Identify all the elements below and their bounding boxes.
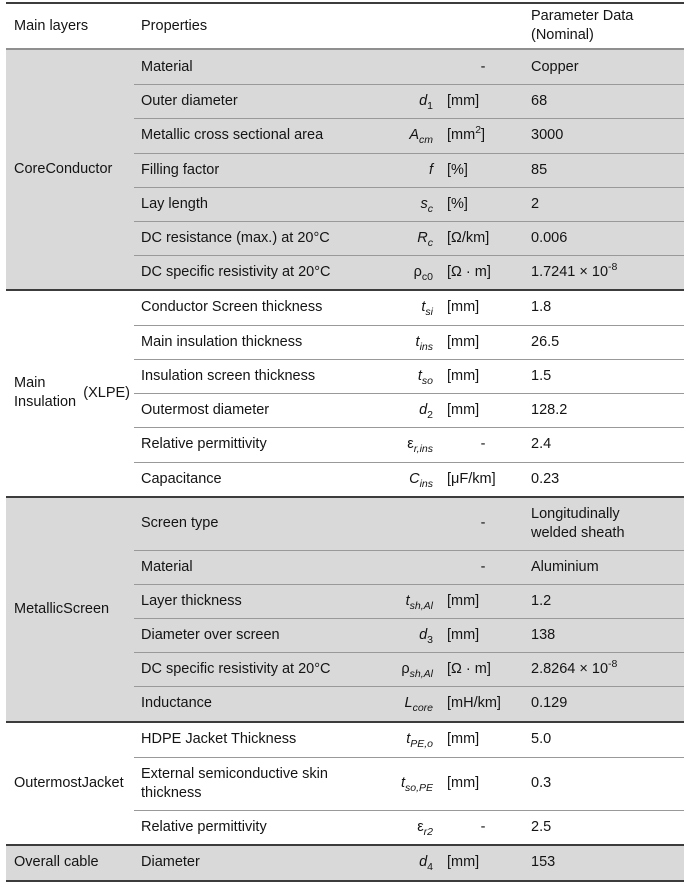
property-label: Diameter — [141, 854, 200, 871]
symbol-label: $d_1$ — [419, 93, 433, 113]
unit-label: [mm] — [447, 593, 480, 609]
value-label: $2.8264 \times 10^{-8}$ — [531, 658, 618, 678]
table-row — [134, 427, 684, 461]
value-label: 0.3 — [531, 775, 552, 792]
header-main-layers: Main layers — [14, 17, 89, 34]
layer-label: Main Insulation (XLPE) — [14, 375, 130, 411]
property-label: Inductance — [141, 695, 212, 712]
property-label: Screen type — [141, 515, 219, 532]
table-row — [134, 618, 684, 652]
value-label: 1.8 — [531, 299, 552, 316]
table-row — [134, 359, 684, 393]
symbol-label: $t_{PE,o}$ — [406, 730, 433, 750]
property-label: Filling factor — [141, 161, 220, 178]
unit-label: [μF/km] — [447, 470, 496, 487]
table-body — [6, 50, 684, 880]
property-label: Relative permittivity — [141, 818, 267, 835]
value-label: 138 — [531, 627, 556, 644]
unit-label: [mm] — [447, 775, 480, 792]
unit-label: [mm] — [447, 368, 480, 385]
table-row — [134, 221, 684, 255]
table-row — [134, 393, 684, 427]
property-label: Metallic cross sectional area — [141, 127, 324, 144]
property-label: DC specific resistivity at 20°C — [141, 661, 331, 678]
unit-label: [mm] — [447, 627, 480, 644]
symbol-label: $L_{core}$ — [404, 695, 433, 715]
table-header — [6, 2, 684, 50]
value-label: 0.006 — [531, 229, 568, 246]
value-label: Aluminium — [531, 558, 599, 575]
layer-label: Overall cable — [14, 854, 99, 871]
symbol-label: $\rho_{c0}$ — [413, 263, 433, 283]
property-label: Outermost diameter — [141, 402, 270, 419]
value-label: Longitudinally welded sheath — [531, 505, 625, 541]
symbol-label: $d_2$ — [419, 402, 433, 422]
value-label: 2 — [531, 195, 540, 212]
table-row — [134, 846, 684, 880]
section-metallic-screen — [6, 496, 684, 721]
unit-label: - — [480, 436, 486, 453]
unit-label: [mm] — [447, 730, 480, 747]
value-label: 0.129 — [531, 695, 568, 712]
value-label: 3000 — [531, 127, 564, 144]
symbol-label: $t_{so,PE}$ — [400, 775, 433, 794]
property-label: Lay length — [141, 195, 208, 212]
symbol-label: $t_{so}$ — [417, 368, 433, 388]
value-label: 2.4 — [531, 436, 552, 453]
symbol-label: f — [428, 161, 433, 178]
symbol-label: $C_{ins}$ — [409, 470, 433, 490]
symbol-label: $d_3$ — [419, 627, 433, 647]
property-label: External semiconductive skin thickness — [141, 765, 328, 801]
header-properties: Properties — [141, 17, 208, 34]
symbol-label: $A_{cm}$ — [409, 127, 433, 147]
property-label: Outer diameter — [141, 93, 238, 110]
table-row — [134, 550, 684, 584]
value-label: 85 — [531, 161, 548, 178]
layer-label: Core Conductor — [14, 161, 113, 178]
section-rows — [134, 846, 684, 880]
value-label: $1.7241 \times 10^{-8}$ — [531, 261, 618, 280]
unit-label: [mm] — [447, 334, 480, 350]
section-rows — [134, 498, 684, 721]
unit-label: [Ω · m] — [447, 263, 491, 280]
cable-parameters-table — [6, 2, 684, 882]
header-parameter-data: Parameter Data (Nominal) — [531, 8, 634, 44]
property-label: Relative permittivity — [141, 436, 267, 453]
value-label: 153 — [531, 854, 556, 871]
unit-label: [mH/km] — [447, 695, 501, 712]
value-label: Copper — [531, 58, 579, 75]
property-label: Main insulation thickness — [141, 334, 303, 350]
value-label: 1.5 — [531, 368, 552, 385]
property-label: Insulation screen thickness — [141, 368, 316, 385]
value-label: 5.0 — [531, 730, 552, 747]
value-label: 2.5 — [531, 818, 552, 835]
table-row — [134, 757, 684, 810]
section-rows — [134, 723, 684, 844]
property-label: Capacitance — [141, 470, 222, 487]
property-label: DC specific resistivity at 20°C — [141, 263, 331, 280]
table-row — [134, 118, 684, 152]
table-row — [134, 187, 684, 221]
table-row — [134, 723, 684, 757]
symbol-label: $t_{ins}$ — [415, 334, 433, 353]
table-row — [134, 325, 684, 359]
property-label: Material — [141, 58, 193, 75]
unit-label: [mm] — [447, 854, 480, 871]
unit-label: - — [480, 558, 486, 575]
table-row — [134, 652, 684, 686]
value-label: 26.5 — [531, 334, 560, 350]
section-outermost-jacket — [6, 721, 684, 844]
layer-label: Metallic Screen — [14, 600, 110, 617]
unit-label: [Ω/km] — [447, 229, 490, 246]
symbol-label: $t_{sh,Al}$ — [405, 593, 433, 612]
table-row — [134, 84, 684, 118]
symbol-label: $s_c$ — [420, 195, 433, 215]
section-overall-cable — [6, 844, 684, 880]
unit-label: [mm] — [447, 402, 480, 419]
table-row — [134, 462, 684, 496]
section-main-insulation — [6, 289, 684, 496]
unit-label: - — [480, 515, 486, 532]
unit-label: [%] — [447, 161, 468, 178]
table-row — [134, 686, 684, 720]
table-row — [134, 255, 684, 289]
unit-label: - — [480, 818, 486, 835]
table-row — [134, 153, 684, 187]
symbol-label: $R_c$ — [417, 229, 433, 249]
symbol-label: $\varepsilon_{r,ins}$ — [407, 436, 433, 456]
property-label: Conductor Screen thickness — [141, 299, 323, 316]
property-label: Layer thickness — [141, 593, 242, 609]
symbol-label: $d_4$ — [419, 854, 433, 874]
table-row — [134, 50, 684, 84]
table-row — [134, 498, 684, 550]
value-label: 68 — [531, 93, 548, 110]
property-label: Diameter over screen — [141, 627, 280, 644]
symbol-label: $\varepsilon_{r2}$ — [417, 818, 433, 838]
section-core-conductor — [6, 50, 684, 289]
table-row — [134, 291, 684, 325]
property-label: Material — [141, 558, 193, 575]
value-label: 0.23 — [531, 470, 560, 487]
table-row — [134, 810, 684, 844]
unit-label: $[mm^2]$ — [447, 124, 486, 144]
value-label: 1.2 — [531, 593, 552, 609]
value-label: 128.2 — [531, 402, 568, 419]
unit-label: [%] — [447, 195, 468, 212]
section-rows — [134, 291, 684, 496]
table-row — [134, 584, 684, 618]
property-label: DC resistance (max.) at 20°C — [141, 229, 330, 246]
property-label: HDPE Jacket Thickness — [141, 730, 297, 747]
section-rows — [134, 50, 684, 289]
unit-label: [mm] — [447, 93, 480, 110]
unit-label: - — [480, 58, 486, 75]
unit-label: [mm] — [447, 299, 480, 316]
layer-label: Outermost Jacket — [14, 774, 124, 791]
unit-label: [Ω · m] — [447, 661, 491, 678]
symbol-label: $t_{si}$ — [421, 299, 433, 319]
symbol-label: $\rho_{sh,Al}$ — [401, 661, 433, 681]
